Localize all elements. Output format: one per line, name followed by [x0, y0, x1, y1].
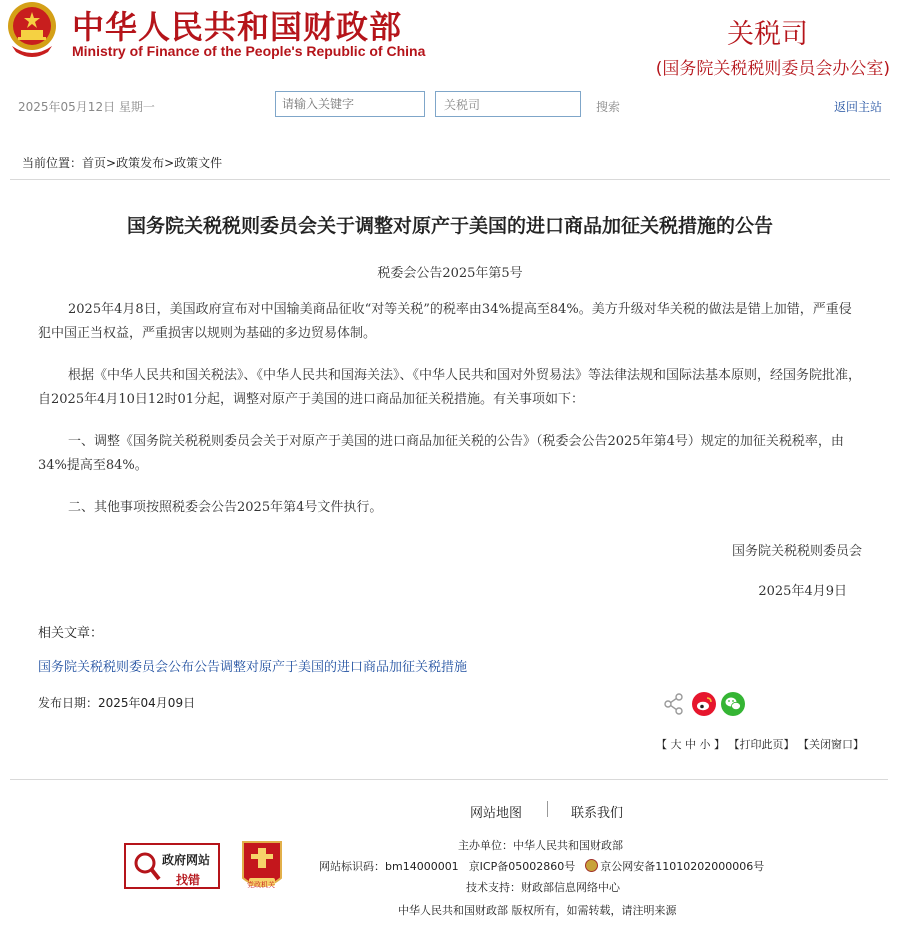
- return-home-link[interactable]: 返回主站: [833, 100, 882, 114]
- footer-nav-divider: [547, 801, 548, 817]
- department-subtitle: (国务院关税税则委员会办公室): [655, 59, 890, 79]
- search-scope-field[interactable]: [435, 91, 581, 117]
- breadcrumb-separator: >: [106, 156, 117, 170]
- article-signer: 国务院关税税则委员会: [731, 544, 862, 559]
- breadcrumb-policy-documents[interactable]: 政策文件: [174, 156, 223, 170]
- page-tools: [656, 736, 864, 752]
- breadcrumb: [22, 154, 222, 171]
- article-title: 国务院关税税则委员会关于调整对原产于美国的进口商品加征关税措施的公告: [126, 215, 773, 237]
- site-id: 网站标识码：bm14000001: [319, 860, 459, 873]
- close-window-button[interactable]: 【关闭窗口】: [798, 738, 864, 751]
- share-icon[interactable]: [662, 692, 686, 716]
- related-article-link[interactable]: 国务院关税税则委员会公布公告调整对原产于美国的进口商品加征关税措施: [38, 660, 468, 675]
- article-paragraph: 一、调整《国务院关税税则委员会关于对原产于美国的进口商品加征关税的公告》（税委会公告2025年第4号）规定的加征关税税率，由34%提高至84%。: [38, 434, 844, 473]
- breadcrumb-prefix: 当前位置：: [22, 156, 83, 170]
- weibo-icon[interactable]: [692, 692, 716, 716]
- icp-link[interactable]: 京ICP备05002860号: [468, 860, 576, 873]
- breadcrumb-home[interactable]: 首页: [82, 156, 107, 170]
- wechat-icon[interactable]: [721, 692, 745, 716]
- search-button[interactable]: 搜索: [596, 100, 621, 114]
- contact-us-link[interactable]: 联系我们: [571, 806, 624, 821]
- footer-tech-support: 技术支持：财政部信息网络中心: [466, 881, 620, 894]
- article-sign-date: 2025年4月9日: [758, 584, 847, 599]
- publish-date: 发布日期：2025年04月09日: [38, 696, 196, 710]
- gov-badge-title: 政府网站: [162, 853, 211, 867]
- police-badge-icon: [585, 859, 598, 872]
- footer-divider: [10, 779, 888, 780]
- footer-host: 主办单位：中华人民共和国财政部: [458, 839, 623, 852]
- breadcrumb-divider: [10, 179, 890, 180]
- article-paragraph: 二、其他事项按照税委会公告2025年第4号文件执行。: [68, 500, 383, 515]
- ministry-name-cn: 中华人民共和国财政部: [72, 8, 403, 46]
- gov-website-error-report-badge[interactable]: [124, 843, 220, 889]
- current-date: 2025年05月12日 星期一: [18, 100, 155, 114]
- search-input[interactable]: [275, 91, 425, 117]
- party-badge-label: 党政机关: [247, 881, 275, 889]
- font-size-toggle[interactable]: 【 大 中 小 】: [656, 738, 725, 751]
- article-paragraph: 根据《中华人民共和国关税法》、《中华人民共和国海关法》、《中华人民共和国对外贸易法》等法律法规和国际法基本原则，经国务院批准，自2025年4月10日12时01分起，调整对原产于美国的进口商品加征关税措施。有关事项如下：: [38, 368, 862, 407]
- top-bar: [0, 88, 900, 124]
- related-articles-label: 相关文章：: [38, 626, 104, 641]
- footer-copyright: 中华人民共和国财政部 版权所有，如需转载，请注明来源: [398, 904, 677, 917]
- article-paragraph: 2025年4月8日，美国政府宣布对中国输美商品征收“对等关税”的税率由34%提高至84%。美方升级对华关税的做法是错上加错，严重侵犯中国正当权益，严重损害以规则为基础的多边贸易体制。: [38, 302, 852, 341]
- breadcrumb-policy-release[interactable]: 政策发布: [116, 156, 165, 170]
- site-header: [0, 0, 900, 88]
- national-emblem-icon: [4, 0, 60, 60]
- breadcrumb-separator: >: [164, 156, 175, 170]
- magnifier-icon: [132, 850, 162, 884]
- sitemap-link[interactable]: 网站地图: [470, 806, 523, 821]
- document-number: 税委会公告2025年第5号: [377, 266, 523, 281]
- police-record-link[interactable]: 京公网安备11010202000006号: [600, 860, 765, 873]
- print-page-button[interactable]: 【打印此页】: [728, 738, 795, 751]
- department-name: 关税司: [727, 19, 808, 50]
- ministry-name-en: Ministry of Finance of the People's Republic of China: [72, 43, 426, 59]
- gov-badge-action: 找错: [176, 873, 201, 887]
- footer-registration: [319, 858, 900, 874]
